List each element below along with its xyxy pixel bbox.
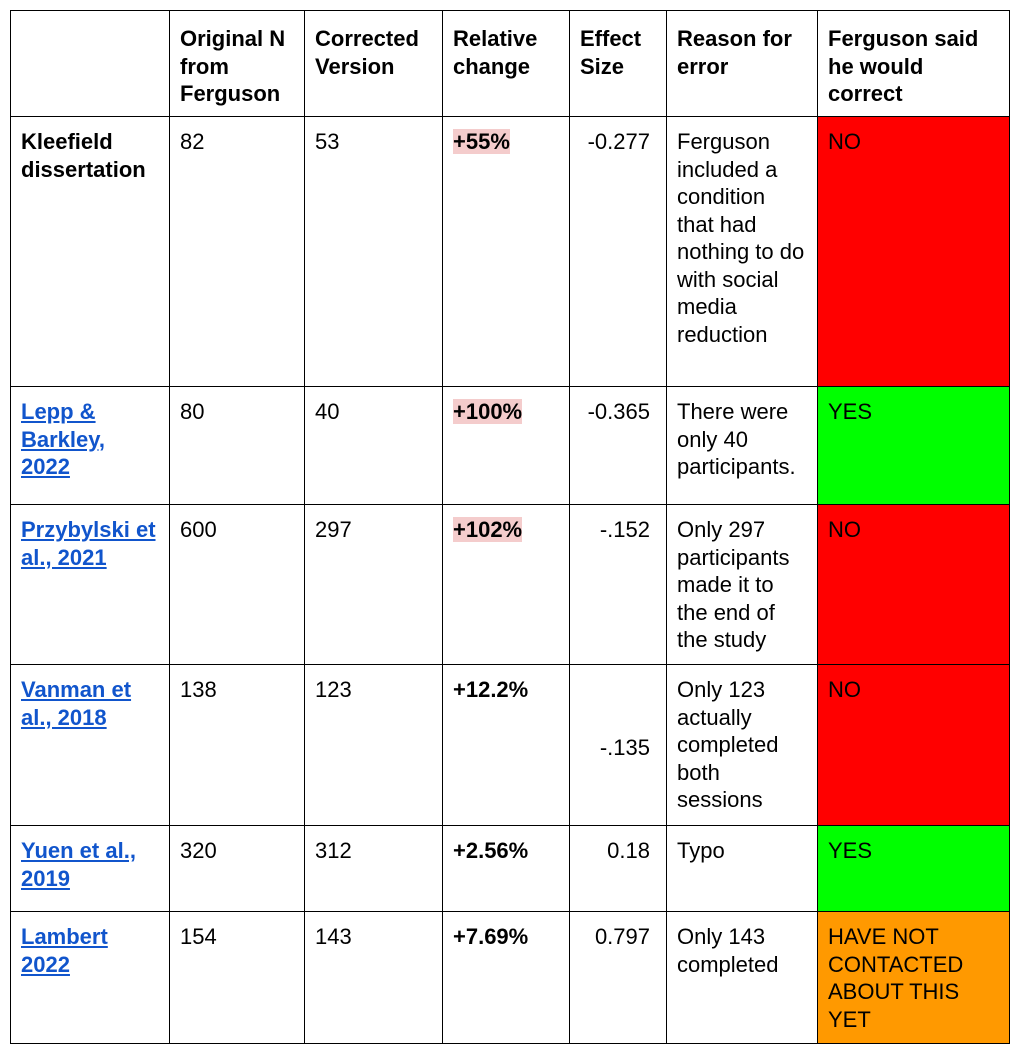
study-link[interactable]: Yuen et al., 2019 (21, 838, 136, 891)
header-row (11, 11, 1010, 117)
table-row (11, 826, 1010, 912)
table-row (11, 665, 1010, 826)
relative-change-value: +102% (453, 517, 523, 542)
corrected-cell: 53 (305, 117, 443, 387)
reason-cell: Only 123 actually completed both sessions (667, 665, 818, 826)
relative-change-cell (443, 387, 570, 505)
reason-cell: There were only 40 participants. (667, 387, 818, 505)
header-corrected: Corrected Version (305, 11, 443, 117)
relative-change-cell (443, 912, 570, 1044)
study-cell (11, 912, 170, 1044)
original-n-cell: 320 (170, 826, 305, 912)
header-reason: Reason for error (667, 11, 818, 117)
relative-change-cell (443, 505, 570, 665)
effect-size-cell: 0.797 (570, 912, 667, 1044)
relative-change-value: +2.56% (453, 838, 529, 863)
original-n-cell: 600 (170, 505, 305, 665)
study-cell (11, 826, 170, 912)
header-study (11, 11, 170, 117)
status-cell: NO (818, 117, 1010, 387)
original-n-cell: 80 (170, 387, 305, 505)
reason-cell: Only 297 participants made it to the end of the study (667, 505, 818, 665)
effect-size-cell: -0.277 (570, 117, 667, 387)
corrected-cell: 297 (305, 505, 443, 665)
corrected-cell: 40 (305, 387, 443, 505)
original-n-cell: 154 (170, 912, 305, 1044)
relative-change-value: +100% (453, 399, 523, 424)
study-name: Kleefield dissertation (11, 117, 170, 387)
table-row (11, 387, 1010, 505)
header-ferguson-correct: Ferguson said he would correct (818, 11, 1010, 117)
table-row (11, 117, 1010, 387)
reason-cell: Ferguson included a condition that had nothing to do with social media reduction (667, 117, 818, 387)
header-effect-size: Effect Size (570, 11, 667, 117)
effect-size-cell: -0.365 (570, 387, 667, 505)
study-link[interactable]: Vanman et al., 2018 (21, 677, 132, 730)
effect-size-cell: 0.18 (570, 826, 667, 912)
header-original-n: Original N from Ferguson (170, 11, 305, 117)
corrected-cell: 143 (305, 912, 443, 1044)
header-relative-change: Relative change (443, 11, 570, 117)
reason-cell: Only 143 completed (667, 912, 818, 1044)
relative-change-value: +55% (453, 129, 510, 154)
status-cell: YES (818, 387, 1010, 505)
reason-cell: Typo (667, 826, 818, 912)
study-cell (11, 387, 170, 505)
original-n-cell: 138 (170, 665, 305, 826)
study-link[interactable]: Przybylski et al., 2021 (21, 517, 156, 570)
relative-change-value: +12.2% (453, 677, 529, 702)
relative-change-cell (443, 665, 570, 826)
corrections-table (10, 10, 1010, 1044)
effect-size-cell: -.152 (570, 505, 667, 665)
status-cell: HAVE NOT CONTACTED ABOUT THIS YET (818, 912, 1010, 1044)
status-cell: NO (818, 665, 1010, 826)
effect-size-cell: -.135 (570, 665, 667, 826)
study-link[interactable]: Lambert 2022 (21, 924, 108, 977)
status-cell: YES (818, 826, 1010, 912)
study-cell (11, 665, 170, 826)
original-n-cell: 82 (170, 117, 305, 387)
status-cell: NO (818, 505, 1010, 665)
relative-change-cell (443, 826, 570, 912)
corrected-cell: 312 (305, 826, 443, 912)
table-row (11, 912, 1010, 1044)
relative-change-value: +7.69% (453, 924, 529, 949)
study-link[interactable]: Lepp & Barkley, 2022 (21, 399, 105, 479)
relative-change-cell (443, 117, 570, 387)
study-cell (11, 505, 170, 665)
corrected-cell: 123 (305, 665, 443, 826)
table-row (11, 505, 1010, 665)
